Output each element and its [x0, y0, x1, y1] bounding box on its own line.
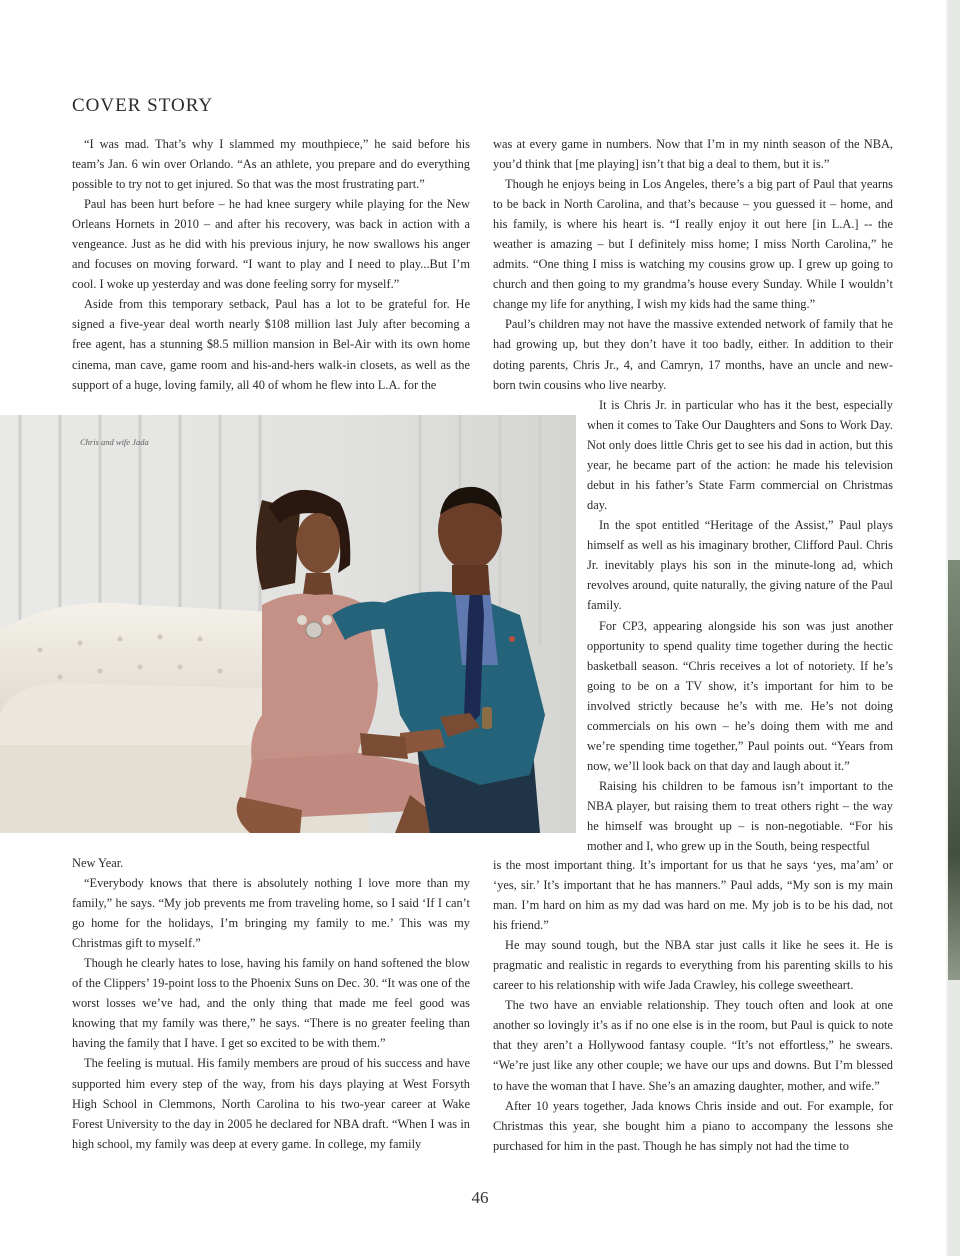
couple-photo [0, 415, 576, 833]
paragraph: Though he enjoys being in Los Angeles, there’s a big part of Paul that yearns to be back in North Carolina, and that’s because – you guessed it – home, and his family, is where his heart is. “I really enjoy it out here [in L.A.] -- the weather is amazing – but I definitely miss home; I miss North Carolina,” he admits. “One thing I miss is watching my cousins grow up. I grew up going to church and then going to my grandma’s house every Sunday. While I wouldn’t change my life for anything, I wish my kids had the same thing.” [493, 177, 893, 312]
paragraph: Though he clearly hates to lose, having his family on hand softened the blow of the Clippers’ 19-point loss to the Phoenix Suns on Dec. 30. “It was one of the worst losses we’ve had, and the only thing that made me feel good was knowing that my family was there,” he says. “There is no greater feeling than having the family that I have. I get so excited to be with them.” [72, 956, 470, 1051]
right-column-bottom [493, 855, 893, 1156]
paragraph: The feeling is mutual. His family members are proud of his success and have supported him every step of the way, from his days playing at West Forsyth High School in Clemmons, North Carolina to his two-year career at Wake Forest University to the day in 2005 he declared for NBA draft. “When I was in high school, my family was deep at every game. In college, my family [72, 1056, 470, 1151]
right-column-middle [587, 395, 893, 856]
section-title: COVER STORY [72, 95, 214, 116]
paragraph: “I was mad. That’s why I slammed my mouthpiece,” he said before his team’s Jan. 6 win over Orlando. “As an athlete, you prepare and do everything possible to try not to get injured. So that was the most frustrating part.” [72, 137, 470, 192]
paragraph: Paul has been hurt before – he had knee surgery while playing for the New Orleans Hornets in 2010 – and after his recovery, was back in action with a vengeance. Just as he did with his previous injury, he now swallows his anger and focuses on moving forward. “I want to play and I need to play...But I’m cool. I woke up yesterday and was done feeling sorry for myself.” [72, 197, 470, 292]
paragraph: He may sound tough, but the NBA star just calls it like he sees it. He is pragmatic and realistic in regards to everything from his parenting skills to his career to his relationship with wife Jada Crawley, his college sweetheart. [493, 938, 893, 993]
paragraph: is the most important thing. It’s important for us that he says ‘yes, ma’am’ or ‘yes, sir.’ It’s important that he has manners.” Paul adds, “My son is my main man. I’m hard on him as my dad was hard on me. My job is to be his dad, not his friend.” [493, 858, 893, 933]
paragraph: The two have an enviable relationship. They touch often and look at one another so lovingly it’s as if no one else is in the room, but Paul is quick to note that they aren’t a Hollywood fantasy couple. “It’s not effortless,” he swears. “We’re just like any other couple; we have our ups and downs. But I’m blessed to have the woman that I have. She’s an amazing daughter, mother, and wife.” [493, 998, 893, 1093]
photo-caption: Chris and wife Jada [80, 437, 149, 447]
paragraph: Paul’s children may not have the massive extended network of family that he had growing up, but they don’t have it too badly, either. In addition to their doting parents, Chris Jr., 4, and Camryn, 17 months, have an uncle and new-born twin cousins who live nearby. [493, 317, 893, 392]
paragraph: was at every game in numbers. Now that I’m in my ninth season of the NBA, you’d think that [me playing] isn’t that big a deal to them, but it is.” [493, 137, 893, 172]
paragraph: For CP3, appearing alongside his son was just another opportunity to spend quality time together during the hectic basketball season. “Chris receives a lot of notoriety. If he’s going to be on a TV show, it’s important for him to be involved strictly because he’s with me. He’s not doing commercials on his own – he’s doing them with me and we’re spending time together,” Paul points out. “Years from now, we’ll look back on that day and laugh about it.” [587, 618, 893, 773]
gutter-line [946, 0, 948, 1256]
paragraph: In the spot entitled “Heritage of the Assist,” Paul plays himself as well as his imaginary brother, Clifford Paul. Chris Jr. inevitably plays his son in the minute-long ad, which revolves around, quite naturally, the giving nature of the Paul family. [587, 518, 893, 613]
right-column-top [493, 134, 893, 395]
left-column-top [72, 134, 470, 395]
page-number: 46 [471, 1188, 489, 1207]
paragraph: Raising his children to be famous isn’t important to the NBA player, but raising them to treat others right – the way he himself was brought up – is non-negotiable. “For his mother and I, who grew up in the South, being respectful [587, 778, 893, 854]
paragraph: It is Chris Jr. in particular who has it the best, especially when it comes to Take Our Daughters and Sons to Work Day. Not only does little Chris get to see his dad in action, but this year, he became part of the action: he made his television debut in his father’s State Farm commercial on Christmas day. [587, 398, 893, 513]
next-page-photo-edge [948, 560, 960, 980]
paragraph: Aside from this temporary setback, Paul has a lot to be grateful for. He signed a five-year deal worth nearly $108 million last July after becoming a free agent, has a stunning $8.5 million mansion in Bel-Air with its own home cinema, man cave, game room and his-and-hers walk-in closets, as well as the support of a huge, loving family, all 40 of whom he flew into L.A. for the [72, 297, 470, 392]
paragraph: “Everybody knows that there is absolutely nothing I love more than my family,” he says. “My job prevents me from traveling home, so I said ‘If I can’t go home for the holidays, I’m bringing my family to me.’ This was my Christmas gift to myself.” [72, 876, 470, 951]
left-column-bottom [72, 853, 470, 1154]
paragraph: New Year. [72, 856, 124, 870]
paragraph: After 10 years together, Jada knows Chris inside and out. For example, for Christmas this year, she bought him a piano to accompany the lessons she purchased for him in the past. Though he has simply not had the time to [493, 1098, 893, 1153]
